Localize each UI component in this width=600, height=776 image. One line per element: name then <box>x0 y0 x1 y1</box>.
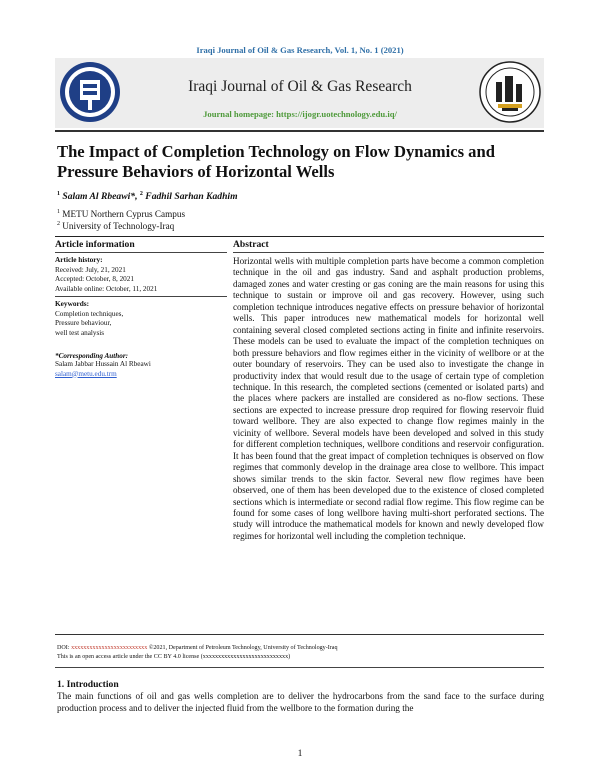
journal-citation-line: Iraqi Journal of Oil & Gas Research, Vol. 1, No. 1 (2021) <box>196 45 404 55</box>
corresponding-author-name: Salam Jabbar Hussain Al Rbeawi <box>55 360 151 368</box>
article-history <box>55 255 227 294</box>
affiliation-2-superscript: 2 <box>57 221 60 227</box>
affiliation-1-superscript: 1 <box>57 209 60 215</box>
doi-label: DOI: <box>57 645 72 651</box>
abstract-heading: Abstract <box>233 239 269 250</box>
article-history-label: Article history: <box>55 255 103 264</box>
abstract-divider <box>233 252 544 253</box>
corresponding-author-email[interactable]: salam@metu.edu.trm <box>55 369 117 378</box>
page-number: 1 <box>297 748 303 759</box>
author-1: Salam Al Rbeawi*, <box>62 191 138 203</box>
affiliation-1 <box>57 209 185 219</box>
received-date: Received: July, 21, 2021 <box>55 265 126 274</box>
introduction-heading: 1. Introduction <box>57 679 119 690</box>
author-line <box>57 191 238 202</box>
accepted-date: Accepted: October, 8, 2021 <box>55 275 134 283</box>
abstract-section <box>233 238 544 542</box>
article-info-divider <box>55 252 227 253</box>
footer-divider-top <box>55 634 544 635</box>
introduction-text: The main functions of oil and gas wells completion are to deliver the hydrocarbons from the sand face to the surface during production process and to deliver the injected fluid from the wellbore to the formation during the <box>57 691 544 713</box>
keyword: Pressure behaviour, <box>55 319 112 327</box>
corresponding-author-label: *Corresponding Author: <box>55 352 129 360</box>
journal-logo <box>58 60 122 124</box>
author-1-superscript: 1 <box>57 191 60 197</box>
university-logo <box>478 60 542 124</box>
abstract-text: Horizontal wells with multiple completion parts have become a common completion technique in the oil and gas industry. Sand and asphalt production problems, damaged zones and water cresting or gas coning are the main reasons for using this technique to sustain or improve oil and gas recovery. However, using such completion technique introduces negative effects on pressure behavior of horizontal wells. This paper introduces new mathematical models for horizontal well containing several closed completed sections acting in finite and infinite reservoirs. These models can be used to evaluate the impact of the completion techniques on both pressure behaviors and flow regimes either in the vicinity of wellbore or at the outer boundary of reservoirs. They can be used also to investigate the change in productivity index that would result due to the usage of certain type of completion technique. In this research, the completed sections (cemented or isolated parts) and the places where packers are installed are considered as no-flow sections. These sections are expected to increase pressure drop required for flowing reservoir fluid toward wellbore. They are also expected to change flow regimes mainly in the vicinity of wellbore. Several models have been developed and solved in this study for different completion techniques, wellbore conditions and reservoir configuration. It has been found that the great impact of completion techniques is observed on flow regimes that commonly develop in the drainage area close to wellbore. This impact shows similar trends to the skin factor. Several new flow regimes have been observed, one of them has been developed due to the existence of closed completed sections which is intermediate or second radial flow regime. This flow regime can be found for some cases of long wellbore having multi-short perforated sections. The study will introduce the mathematical models for known and newly developed flow regimes for horizontal well including the completion technique. <box>233 256 544 541</box>
available-date: Available online: October, 11, 2021 <box>55 284 158 293</box>
section-divider-top <box>55 236 544 237</box>
doi-block <box>57 644 547 661</box>
affiliation-2-text: University of Technology-Iraq <box>62 221 175 232</box>
author-2: Fadhil Sarhan Kadhim <box>145 191 238 203</box>
license-text: This is an open access article under the CC BY 4.0 license (xxxxxxxxxxxxxxxxxxxxxxxxxxxx) <box>57 653 291 660</box>
keyword: well test analysis <box>55 328 105 337</box>
keyword: Completion techniques, <box>55 309 124 318</box>
corresponding-author-block <box>55 360 227 379</box>
keywords-divider <box>55 296 227 297</box>
affiliation-1-text: METU Northern Cyprus Campus <box>62 209 186 220</box>
doi-link[interactable]: xxxxxxxxxxxxxxxxxxxxxxxxx <box>71 645 148 651</box>
journal-homepage-link[interactable]: Journal homepage: https://ijogr.uotechnology.edu.iq/ <box>203 109 397 119</box>
header-divider <box>55 130 544 132</box>
article-info-heading: Article information <box>55 239 135 250</box>
affiliation-2 <box>57 221 174 231</box>
keywords-label: Keywords <box>55 299 87 308</box>
author-2-superscript: 2 <box>139 191 143 197</box>
journal-name: Iraqi Journal of Oil & Gas Research <box>188 78 412 95</box>
article-info-column <box>55 238 227 379</box>
paper-title: The Impact of Completion Technology on Flow Dynamics and Pressure Behaviors of Horizontal Wells <box>57 142 495 181</box>
copyright-text: ©2021, Department of Petroleum Technology, University of Technology-Iraq <box>147 645 338 651</box>
keywords-block: Keywords: Completion techniques, Pressure behaviour, well test analysis <box>55 299 124 337</box>
footer-divider-bottom <box>55 667 544 668</box>
